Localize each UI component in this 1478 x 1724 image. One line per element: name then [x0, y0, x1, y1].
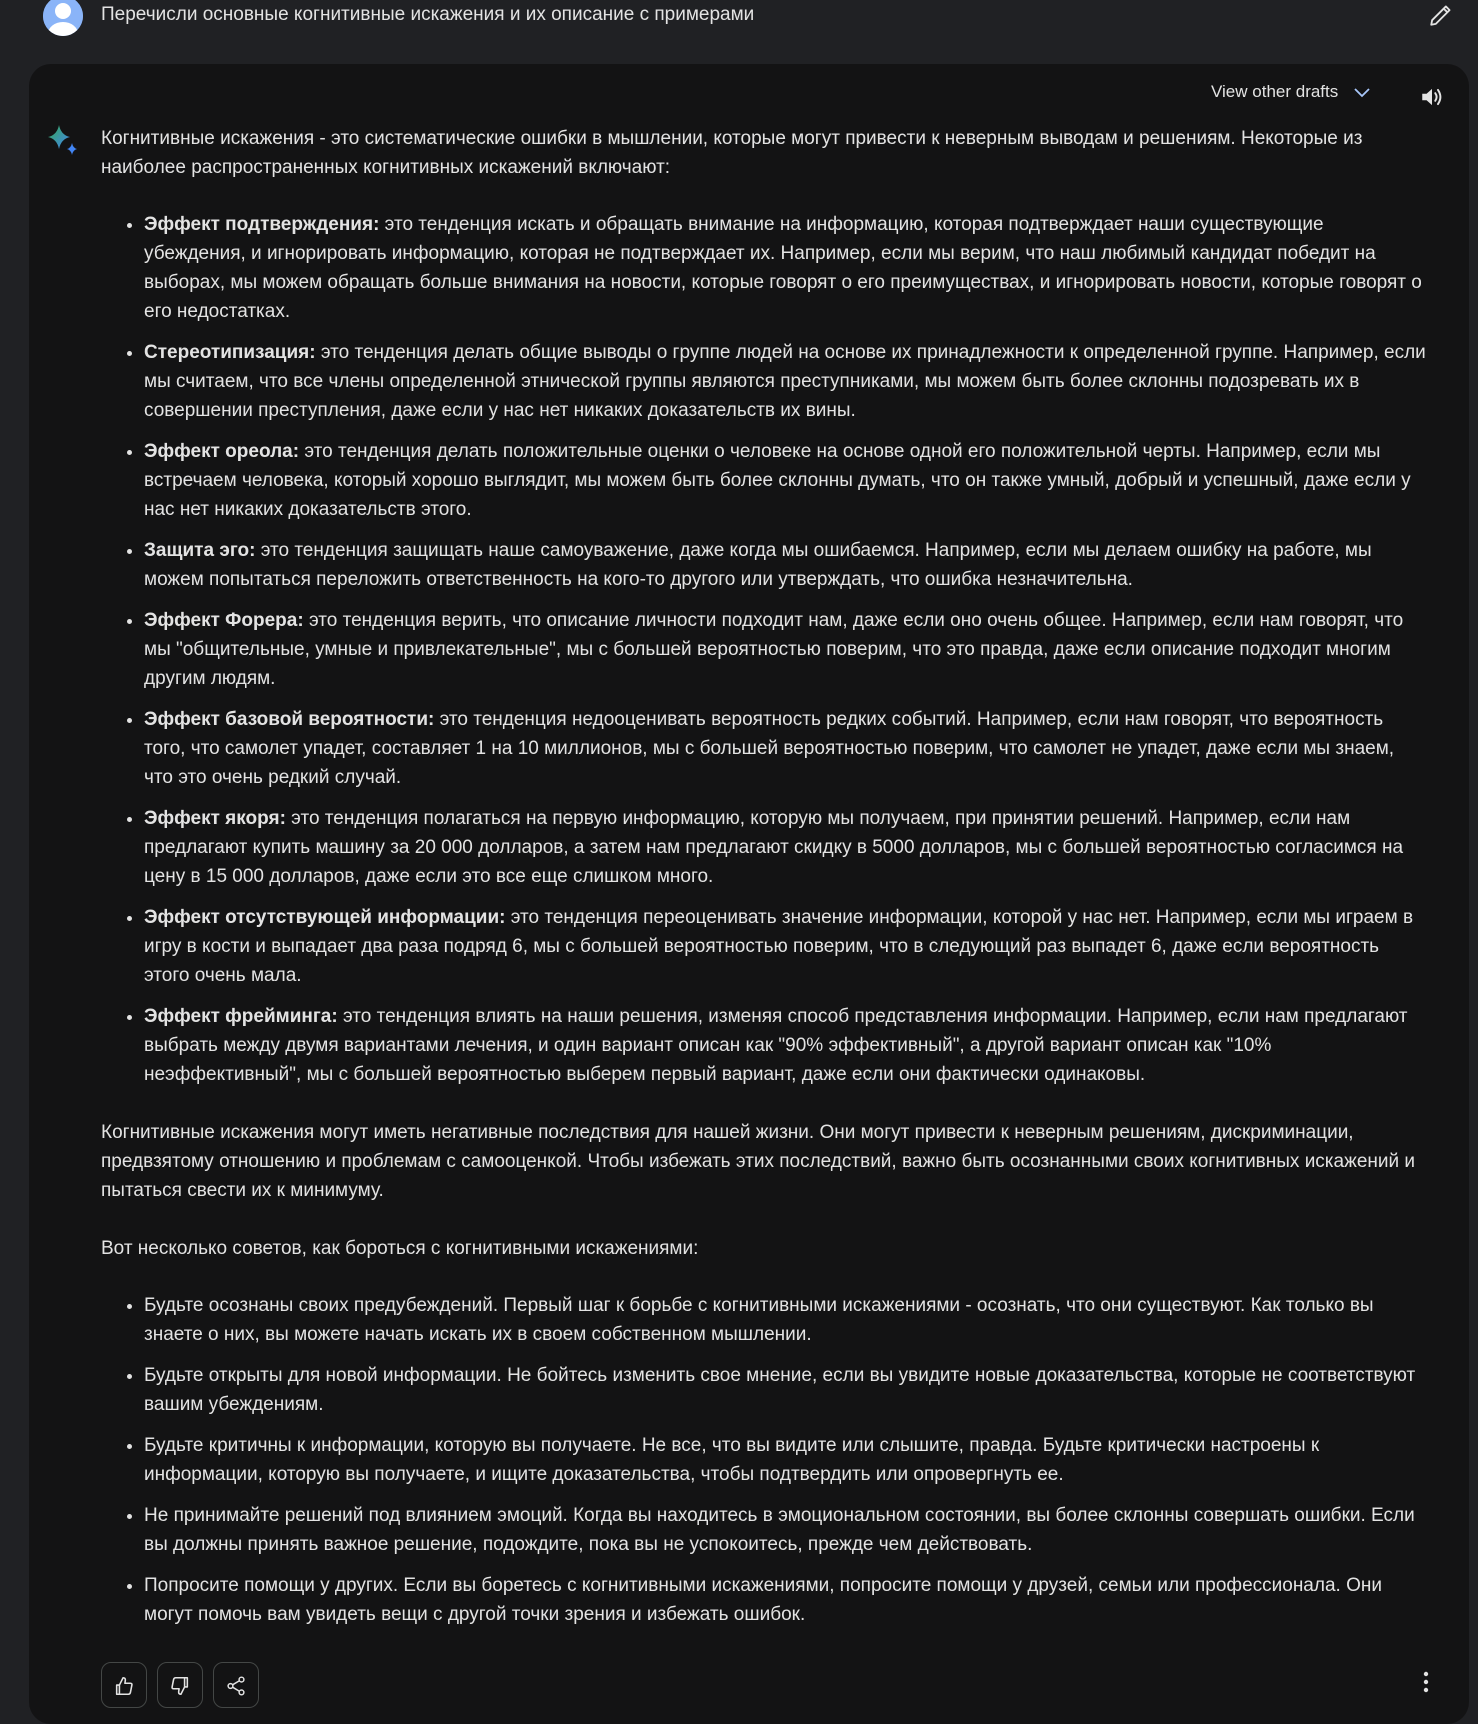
- pencil-icon[interactable]: [1428, 2, 1454, 28]
- distortion-description: это тенденция недооценивать вероятность редких событий. Например, если нам говорят, что вероятность того, что самолет упадет, составляет 1 на 10 миллионов, мы с большей вероятностью поверим, что самолет не упадет, даже если мы знаем, что это очень редкий случай.: [144, 709, 1395, 788]
- list-item: • Не принимайте решений под влиянием эмоций. Когда вы находитесь в эмоциональном состоянии, вы более склонны совершать ошибки. Если вы должны принять важное решение, подождите, пока вы не успокоитесь, прежде чем действовать.: [144, 1501, 1427, 1559]
- distortion-description: это тенденция делать общие выводы о группе людей на основе их принадлежности к определенной группе. Например, если мы считаем, что все члены определенной этнической группы являются преступниками, мы можем быть более склонны подозревать их в совершении преступления, даже если у нас нет никаких доказательств их вины.: [144, 342, 1426, 421]
- thumbs-up-button[interactable]: [101, 1662, 147, 1708]
- distortion-description: это тенденция защищать наше самоуважение, даже когда мы ошибаемся. Например, если мы делаем ошибку на работе, мы можем попытаться переложить ответственность на кого-то другого или утверждать, что ошибка незначительна.: [144, 540, 1372, 590]
- thumbs-down-button[interactable]: [157, 1662, 203, 1708]
- distortion-description: это тенденция переоценивать значение информации, которой у нас нет. Например, если мы играем в игру в кости и выпадает два раза подряд 6, мы с большей вероятностью поверим, что в следующий раз выпадет 6, даже если вероятность этого очень мала.: [144, 907, 1414, 986]
- user-prompt-row: [0, 0, 1478, 56]
- distortion-description: это тенденция верить, что описание личности подходит нам, даже если оно очень общее. Например, если нам говорят, что мы "общительные, умные и привлекательные", мы с большей вероятностью поверим, что это правда, даже если описание подходит многим другим людям.: [144, 610, 1404, 689]
- list-item: [144, 210, 1427, 326]
- share-icon: [225, 1675, 247, 1697]
- list-item: • Будьте критичны к информации, которую вы получаете. Не все, что вы видите или слышите, правда. Будьте критически настроены к информации, которую вы получаете, и ищите доказательства, чтобы подтвердить или опровергнуть ее.: [144, 1431, 1427, 1489]
- distortion-description: это тенденция искать и обращать внимание на информацию, которая подтверждает наши существующие убеждения, и игнорировать информацию, которая не подтверждает их. Например, если мы верим, что наш любимый кандидат победит на выборах, мы можем обращать больше внимания на новости, которые говорят о его преимуществах, и игнорировать новости, которые говорят о его недостатках.: [144, 214, 1422, 322]
- user-prompt-text: Перечисли основные когнитивные искажения и их описание с примерами: [101, 4, 755, 25]
- chevron-down-icon: [1352, 82, 1372, 102]
- list-item: • Будьте открыты для новой информации. Не бойтесь изменить свое мнение, если вы увидите новые доказательства, которые не соответствуют вашим убеждениям.: [144, 1361, 1427, 1419]
- distortion-term: Эффект базовой вероятности:: [144, 709, 435, 730]
- distortion-term: Эффект подтверждения:: [144, 214, 380, 235]
- list-item: [144, 606, 1427, 693]
- more-options-icon[interactable]: [1418, 1670, 1434, 1694]
- distortion-term: Эффект Форера:: [144, 610, 304, 631]
- distortion-description: это тенденция влиять на наши решения, изменяя способ представления информации. Например, если нам предлагают выбрать между двумя вариантами лечения, и один вариант описан как "90% эффективный", а другой вариант описан как "10% неэффективный", мы с большей вероятностью выберем первый вариант, даже если они фактически одинаковы.: [144, 1006, 1408, 1085]
- thumbs-down-icon: [169, 1675, 191, 1697]
- distortion-description: это тенденция полагаться на первую информацию, которую мы получаем, при принятии решений. Например, если нам предлагают купить машину за 20 000 долларов, а затем нам предлагают скидку в 5000 долларов, мы с большей вероятностью согласимся на цену в 15 000 долларов, даже если это все еще слишком много.: [144, 808, 1404, 887]
- list-item: [144, 705, 1427, 792]
- response-intro: Когнитивные искажения - это систематические ошибки в мышлении, которые могут привести к неверным выводам и решениям. Некоторые из наиболее распространенных когнитивных искажений включают:: [101, 128, 1363, 178]
- distortion-term: Эффект ореола:: [144, 441, 300, 462]
- list-item: • Попросите помощи у других. Если вы боретесь с когнитивными искажениями, попросите помощи у друзей, семьи или профессионала. Они могут помочь вам увидеть вещи с другой точки зрения и избежать ошибок.: [144, 1571, 1427, 1629]
- view-other-drafts-label: View other drafts: [1211, 82, 1339, 101]
- view-other-drafts-button[interactable]: [1211, 82, 1372, 102]
- distortion-term: Эффект отсутствующей информации:: [144, 907, 506, 928]
- distortion-term: Эффект фрейминга:: [144, 1006, 338, 1027]
- list-item: [144, 536, 1427, 594]
- consequences-paragraph: Когнитивные искажения могут иметь негативные последствия для нашей жизни. Они могут привести к неверным решениям, дискриминации, предвзятому отношению и проблемам с самооценкой. Чтобы избежать этих последствий, важно быть осознанными своих когнитивных искажений и пытаться свести их к минимуму.: [101, 1122, 1415, 1201]
- response-body: [101, 124, 1427, 1641]
- tips-list: [101, 1291, 1427, 1629]
- list-item: [144, 437, 1427, 524]
- distortion-term: Эффект якоря:: [144, 808, 286, 829]
- list-item: • Будьте осознаны своих предубеждений. Первый шаг к борьбе с когнитивными искажениями - осознать, что они существуют. Как только вы знаете о них, вы можете начать искать их в своем собственном мышлении.: [144, 1291, 1427, 1349]
- distortion-term: Защита эго:: [144, 540, 256, 561]
- list-item: [144, 1002, 1427, 1089]
- response-actions: [101, 1662, 259, 1708]
- distortions-list: [101, 210, 1427, 1089]
- list-item: [144, 338, 1427, 425]
- speaker-icon[interactable]: [1419, 84, 1445, 110]
- distortion-description: это тенденция делать положительные оценки о человеке на основе одной его положительной черты. Например, если мы встречаем человека, который хорошо выглядит, мы можем быть более склонны думать, что он также умный, добрый и успешный, даже если у нас нет никаких доказательств этого.: [144, 441, 1411, 520]
- distortion-term: Стереотипизация:: [144, 342, 316, 363]
- list-item: [144, 903, 1427, 990]
- tips-intro: Вот несколько советов, как бороться с когнитивными искажениями:: [101, 1238, 699, 1259]
- list-item: [144, 804, 1427, 891]
- thumbs-up-icon: [113, 1675, 135, 1697]
- share-button[interactable]: [213, 1662, 259, 1708]
- user-avatar-icon[interactable]: [43, 0, 83, 36]
- gemini-sparkle-icon: [46, 123, 80, 157]
